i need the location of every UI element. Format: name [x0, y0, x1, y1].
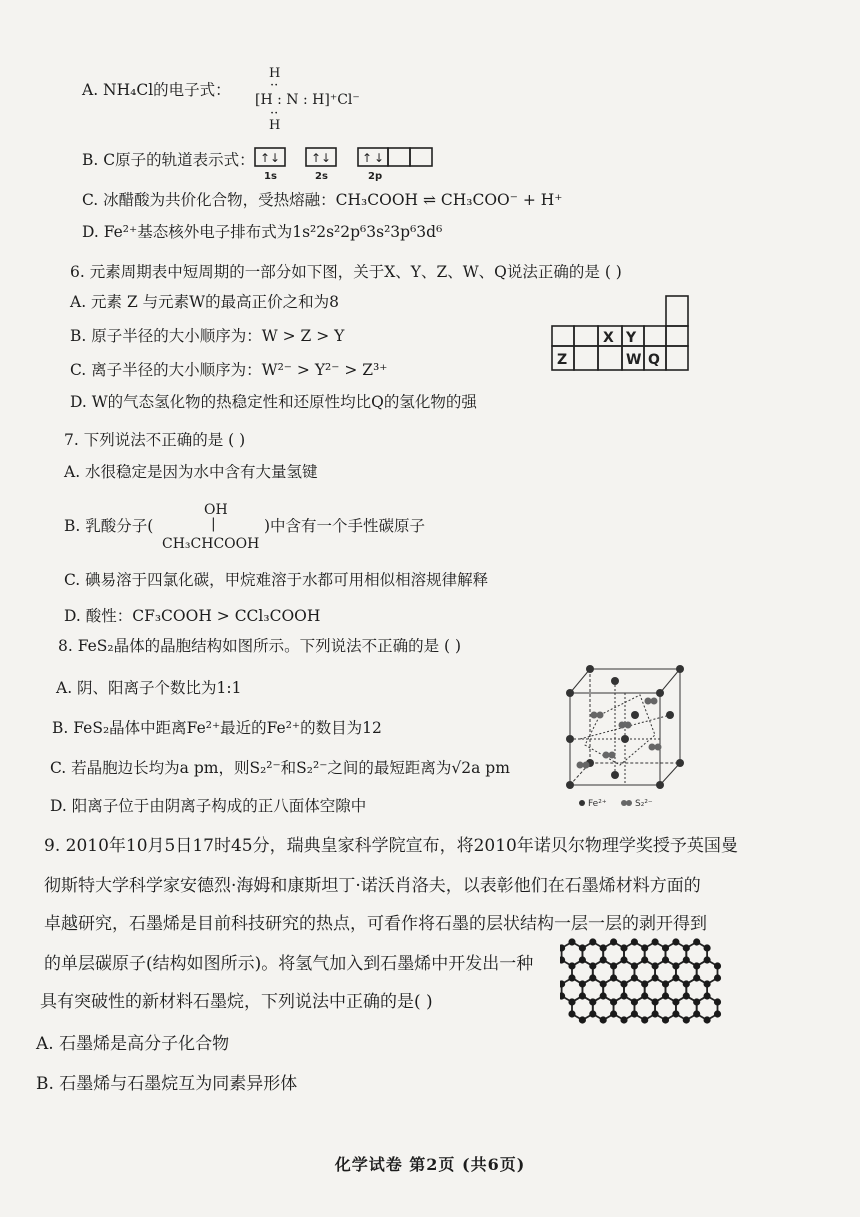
carbon-atom	[683, 980, 690, 987]
carbon-atom	[631, 1010, 638, 1017]
carbon-atom	[579, 1016, 586, 1023]
carbon-atom	[579, 944, 586, 951]
orb-label-1s: 1s	[264, 171, 277, 182]
carbon-atom	[641, 1016, 648, 1023]
cell-w: W	[626, 352, 642, 368]
carbon-atom	[662, 980, 669, 987]
carbon-atom	[672, 938, 679, 945]
carbon-atom	[704, 956, 711, 963]
carbon-atom	[620, 956, 627, 963]
q9-line-1: 9. 2010年10月5日17时45分，瑞典皇家科学院宣布，将2010年诺贝尔物理学奖授予英国曼	[44, 836, 738, 856]
q9-line-5: 具有突破性的新材料石墨烷，下列说法中正确的是( )	[40, 992, 433, 1012]
legend-s: S₂²⁻	[635, 799, 653, 809]
carbon-atom	[662, 956, 669, 963]
q5-option-a: A. NH₄Cl的电子式：	[82, 81, 231, 99]
carbon-atom	[662, 1016, 669, 1023]
carbon-atom	[652, 998, 659, 1005]
carbon-atom	[704, 992, 711, 999]
carbon-atom	[600, 980, 607, 987]
carbon-atom	[693, 962, 700, 969]
carbon-atom	[693, 938, 700, 945]
q8-option-a: A. 阴、阳离子个数比为1:1	[56, 679, 242, 697]
cell-q: Q	[648, 352, 660, 368]
legend-fe: Fe²⁺	[588, 799, 607, 809]
carbon-atom	[672, 1010, 679, 1017]
carbon-atom	[693, 998, 700, 1005]
carbon-atom	[600, 944, 607, 951]
carbon-atom	[714, 998, 721, 1005]
carbon-atom	[568, 962, 575, 969]
fes2-unit-cell	[560, 655, 690, 815]
carbon-atom	[693, 974, 700, 981]
carbon-atom	[714, 1010, 721, 1017]
carbon-atom	[652, 938, 659, 945]
carbon-atom	[672, 974, 679, 981]
q5-option-d: D. Fe²⁺基态核外电子排布式为1s²2s²2p⁶3s²3p⁶3d⁶	[82, 223, 443, 241]
q8-option-c: C. 若晶胞边长均为a pm，则S₂²⁻和S₂²⁻之间的最短距离为√2a pm	[50, 759, 510, 777]
carbon-atom	[600, 1016, 607, 1023]
page-footer: 化学试卷 第2页 (共6页)	[334, 1155, 526, 1174]
carbon-atom	[652, 962, 659, 969]
carbon-atom	[620, 944, 627, 951]
svg-text:↑↓: ↑↓	[311, 151, 332, 165]
graphene-hexagon	[634, 996, 655, 1020]
cell-z: Z	[557, 352, 568, 368]
carbon-atom	[714, 974, 721, 981]
graphene-structure	[560, 938, 730, 1062]
q9-line-3: 卓越研究，石墨烯是目前科技研究的热点，可看作将石墨的层状结构一层一层的剥开得到	[44, 914, 707, 934]
carbon-atom	[714, 962, 721, 969]
svg-text:↑: ↑	[362, 151, 373, 165]
q7-stem: 7. 下列说法不正确的是 ( )	[64, 431, 246, 449]
carbon-atom	[672, 962, 679, 969]
carbon-atom	[683, 944, 690, 951]
orb-label-2p: 2p	[368, 171, 383, 182]
carbon-atom	[683, 956, 690, 963]
periodic-table-fragment	[548, 292, 698, 376]
carbon-atom	[662, 992, 669, 999]
carbon-atom	[589, 1010, 596, 1017]
q7-option-c: C. 碘易溶于四氯化碳，甲烷难溶于水都可用相似相溶规律解释	[64, 571, 489, 589]
q6-option-c: C. 离子半径的大小顺序为：W²⁻ > Y²⁻ > Z³⁺	[70, 361, 388, 379]
q6-stem: 6. 元素周期表中短周期的一部分如下图，关于X、Y、Z、W、Q说法正确的是 ( )	[70, 263, 622, 281]
carbon-atom	[600, 956, 607, 963]
carbon-atom	[641, 980, 648, 987]
carbon-atom	[589, 998, 596, 1005]
carbon-atom	[620, 1016, 627, 1023]
q7-option-b-post: )中含有一个手性碳原子	[264, 517, 426, 535]
carbon-atom	[683, 992, 690, 999]
carbon-atom	[683, 1016, 690, 1023]
exam-page: A. NH₄Cl的电子式： H ·· [H : N : H]⁺Cl⁻ ·· H B. C原子的轨道表示式： ↑↓ ↑↓ ↑ ↓ 1s 2s 2p C. 冰醋酸为共价化合物，受热熔融：CH₃COOH ⇌ CH₃COO⁻ + H⁺ D. Fe²⁺基态核外电子排布式为1s²2s²2p⁶3s²3p⁶3d⁶ 6. 元素周期表中短周期的一部分如下图，关于X、Y、Z、W、Q说法正确的是 ( ) A. 元素 Z 与元素W的最高正价之和为8 B. 原子半径的大小顺序为：W > Z > Y C. 离子半径的大小顺序为：W²⁻ > Y²⁻ > Z³⁺ D. W的气态氢化物的热稳定性和还原性均比Q的氢化物的强 X Y Z W Q 7. 下列说法不正确的是 ( ) A. 水很稳定是因为水中含有大量氢键 B. 乳酸分子( OH | CH₃CHCOOH )中含有一个手性碳原子 C. 碘易溶于四氯化碳，甲烷难溶于水都可用相似相溶规律解释 D. 酸性：CF₃COOH > CCl₃COOH 8. FeS₂晶体的晶胞结构如图所示。下列说法不正确的是 ( ) A. 阴、阳离子个数比为1:1 B. FeS₂晶体中距离Fe²⁺最近的Fe²⁺的数目为12 C. 若晶胞边长均为a pm，则S₂²⁻和S₂²⁻之间的最短距离为√2a pm D. 阳离子位于由阴离子构成的正八面体空隙中 Fe²⁺ S₂²⁻ 9. 2010年10月5日17时45分，瑞典皇家科学院宣布，将2010年诺贝尔物理学奖授予英国曼 彻斯特大学科学家安德烈·海姆和康斯坦丁·诺沃肖洛夫，以表彰他们在石墨烯材料方面的 卓越研究，石墨烯是目前科技研究的热点，可看作将石墨的层状结构一层一层的剥开得到 的单层碳原子(结构如图所示)。将氢气加入到石墨烯中开发出一种 具有突破性的新材料石墨烷，下列说法中正确的是( ) A. 石墨烯是高分子化合物 B. 石墨烯与石墨烷互为同素异形体 化学试卷 第2页 (共6页)	[0, 0, 860, 1217]
q9-option-a: A. 石墨烯是高分子化合物	[36, 1034, 230, 1054]
q9-line-2: 彻斯特大学科学家安德烈·海姆和康斯坦丁·诺沃肖洛夫，以表彰他们在石墨烯材料方面的	[44, 876, 701, 896]
cell-x: X	[603, 330, 614, 346]
orb-label-2s: 2s	[315, 171, 328, 182]
q8-option-b: B. FeS₂晶体中距离Fe²⁺最近的Fe²⁺的数目为12	[52, 719, 382, 737]
carbon-atom	[610, 998, 617, 1005]
carbon-atom	[620, 992, 627, 999]
q8-option-d: D. 阳离子位于由阴离子构成的正八面体空隙中	[50, 797, 367, 815]
carbon-atom	[579, 992, 586, 999]
carbon-atom	[610, 962, 617, 969]
carbon-atom	[589, 962, 596, 969]
carbon-atom	[631, 974, 638, 981]
q7-option-b-pre: B. 乳酸分子(	[64, 517, 154, 535]
carbon-atom	[589, 938, 596, 945]
carbon-atom	[641, 944, 648, 951]
carbon-atom	[568, 974, 575, 981]
bleed-through-text	[515, 72, 529, 92]
lactic-bond: |	[211, 516, 216, 532]
carbon-atom	[662, 944, 669, 951]
orbital-diagram	[250, 144, 450, 184]
carbon-atom	[568, 938, 575, 945]
svg-text:↑↓: ↑↓	[260, 151, 281, 165]
carbon-atom	[610, 938, 617, 945]
carbon-atom	[568, 998, 575, 1005]
carbon-atom	[652, 1010, 659, 1017]
carbon-atom	[579, 980, 586, 987]
carbon-atom	[620, 980, 627, 987]
carbon-atom	[610, 974, 617, 981]
q6-option-a: A. 元素 Z 与元素W的最高正价之和为8	[70, 293, 339, 311]
carbon-atom	[589, 974, 596, 981]
carbon-atom	[579, 956, 586, 963]
carbon-atom	[652, 974, 659, 981]
cell-y: Y	[626, 330, 637, 346]
q8-stem: 8. FeS₂晶体的晶胞结构如图所示。下列说法不正确的是 ( )	[58, 637, 462, 655]
lactic-chain: CH₃CHCOOH	[162, 536, 260, 552]
carbon-atom	[641, 956, 648, 963]
q9-line-4: 的单层碳原子(结构如图所示)。将氢气加入到石墨烯中开发出一种	[44, 954, 534, 974]
q6-option-b: B. 原子半径的大小顺序为：W > Z > Y	[70, 327, 345, 345]
q7-option-a: A. 水很稳定是因为水中含有大量氢键	[64, 463, 318, 481]
q5-option-c: C. 冰醋酸为共价化合物，受热熔融：CH₃COOH ⇌ CH₃COO⁻ + H⁺	[82, 191, 563, 209]
carbon-atom	[641, 992, 648, 999]
carbon-atom	[672, 998, 679, 1005]
carbon-atom	[704, 944, 711, 951]
carbon-atom	[693, 1010, 700, 1017]
carbon-atom	[631, 962, 638, 969]
carbon-atom	[600, 992, 607, 999]
carbon-atom	[704, 980, 711, 987]
carbon-atom	[568, 1010, 575, 1017]
q7-option-d: D. 酸性：CF₃COOH > CCl₃COOH	[64, 607, 321, 625]
svg-text:↓: ↓	[374, 151, 385, 165]
q6-option-d: D. W的气态氢化物的热稳定性和还原性均比Q的氢化物的强	[70, 393, 477, 411]
lactic-oh: OH	[204, 502, 228, 518]
carbon-atom	[704, 1016, 711, 1023]
carbon-atom	[631, 938, 638, 945]
carbon-atom	[610, 1010, 617, 1017]
q9-option-b: B. 石墨烯与石墨烷互为同素异形体	[36, 1074, 298, 1094]
carbon-atom	[631, 998, 638, 1005]
q5-option-b: B. C原子的轨道表示式：	[82, 151, 255, 169]
